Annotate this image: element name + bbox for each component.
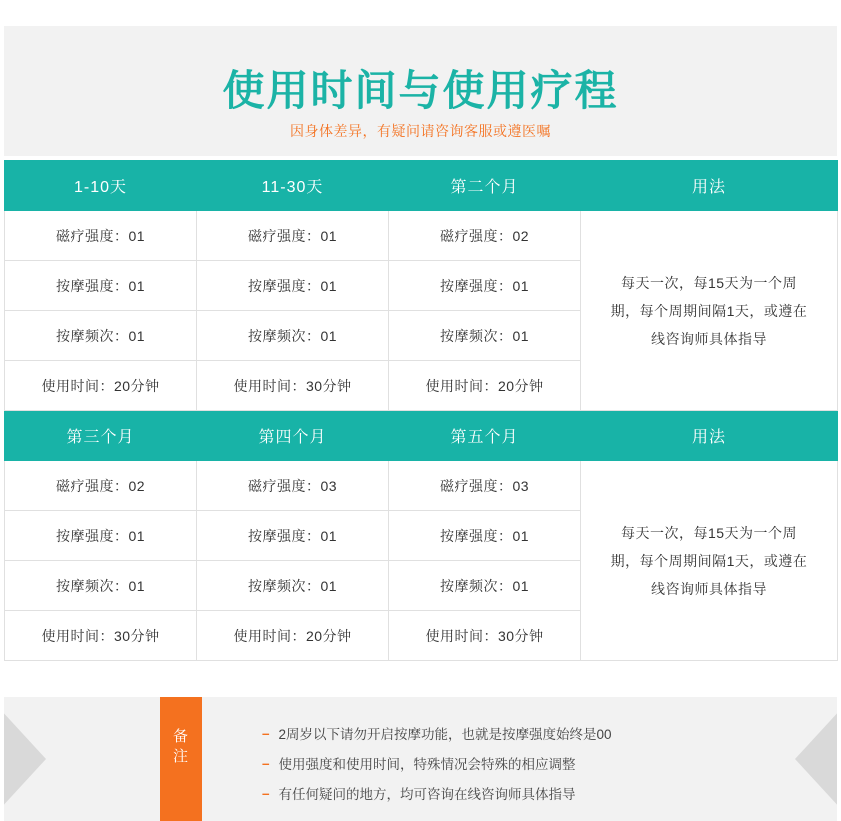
page-subtitle: 因身体差异，有疑问请咨询客服或遵医嘱 <box>290 123 551 139</box>
table-cell: 按摩强度：01 <box>5 261 197 311</box>
table-cell: 按摩频次：01 <box>5 311 197 361</box>
table-cell: 磁疗强度：02 <box>389 211 581 261</box>
arrow-right-icon <box>779 697 837 821</box>
table-cell: 使用时间：20分钟 <box>5 361 197 411</box>
column-header-usage: 用法 <box>581 161 838 211</box>
note-label-char: 注 <box>172 748 189 766</box>
note-list <box>262 727 782 804</box>
column-header-usage: 用法 <box>581 411 838 461</box>
table-cell: 按摩强度：01 <box>197 261 389 311</box>
column-header: 11-30天 <box>197 161 389 211</box>
column-header: 1-10天 <box>5 161 197 211</box>
table-cell: 磁疗强度：01 <box>5 211 197 261</box>
column-header: 第四个月 <box>197 411 389 461</box>
table-cell: 按摩频次：01 <box>389 311 581 361</box>
table-header-row <box>5 411 838 461</box>
usage-cell: 每天一次，每15天为一个周期，每个周期间隔1天，或遵在线咨询师具体指导 <box>581 461 838 661</box>
table-row <box>5 211 838 261</box>
table-cell: 按摩强度：01 <box>5 511 197 561</box>
table-cell: 按摩频次：01 <box>197 311 389 361</box>
table-cell: 使用时间：30分钟 <box>5 611 197 661</box>
schedule-table-wrapper <box>4 160 837 661</box>
table-cell: 使用时间：30分钟 <box>197 361 389 411</box>
table-cell: 磁疗强度：03 <box>389 461 581 511</box>
list-item <box>262 757 782 773</box>
dash-bullet-icon: – <box>262 726 270 741</box>
note-text: 使用强度和使用时间，特殊情况会特殊的相应调整 <box>278 757 576 773</box>
table-cell: 按摩频次：01 <box>389 561 581 611</box>
table-cell: 磁疗强度：03 <box>197 461 389 511</box>
note-text: 有任何疑问的地方，均可咨询在线咨询师具体指导 <box>278 787 576 803</box>
table-cell: 按摩频次：01 <box>197 561 389 611</box>
column-header: 第二个月 <box>389 161 581 211</box>
table-cell: 按摩强度：01 <box>197 511 389 561</box>
column-header: 第五个月 <box>389 411 581 461</box>
list-item <box>262 727 782 743</box>
table-cell: 磁疗强度：02 <box>5 461 197 511</box>
table-cell: 按摩频次：01 <box>5 561 197 611</box>
table-cell: 使用时间：20分钟 <box>197 611 389 661</box>
header-panel <box>4 26 837 156</box>
list-item <box>262 787 782 803</box>
page-title: 使用时间与使用疗程 <box>222 67 619 114</box>
dash-bullet-icon: – <box>262 786 270 802</box>
note-label-tab <box>160 697 202 821</box>
note-text: 2周岁以下请勿开启按摩功能，也就是按摩强度始终是00 <box>278 727 612 742</box>
table-row <box>5 461 838 511</box>
table-cell: 磁疗强度：01 <box>197 211 389 261</box>
usage-cell: 每天一次，每15天为一个周期，每个周期间隔1天，或遵在线咨询师具体指导 <box>581 211 838 411</box>
table-cell: 使用时间：20分钟 <box>389 361 581 411</box>
table-cell: 按摩强度：01 <box>389 261 581 311</box>
column-header: 第三个月 <box>5 411 197 461</box>
schedule-table <box>4 160 838 661</box>
note-label-char: 备 <box>172 728 189 745</box>
table-header-row <box>5 161 838 211</box>
dash-bullet-icon: – <box>262 756 270 772</box>
footer-note-panel <box>4 697 837 821</box>
table-cell: 按摩强度：01 <box>389 511 581 561</box>
arrow-left-icon <box>4 697 62 821</box>
table-cell: 使用时间：30分钟 <box>389 611 581 661</box>
